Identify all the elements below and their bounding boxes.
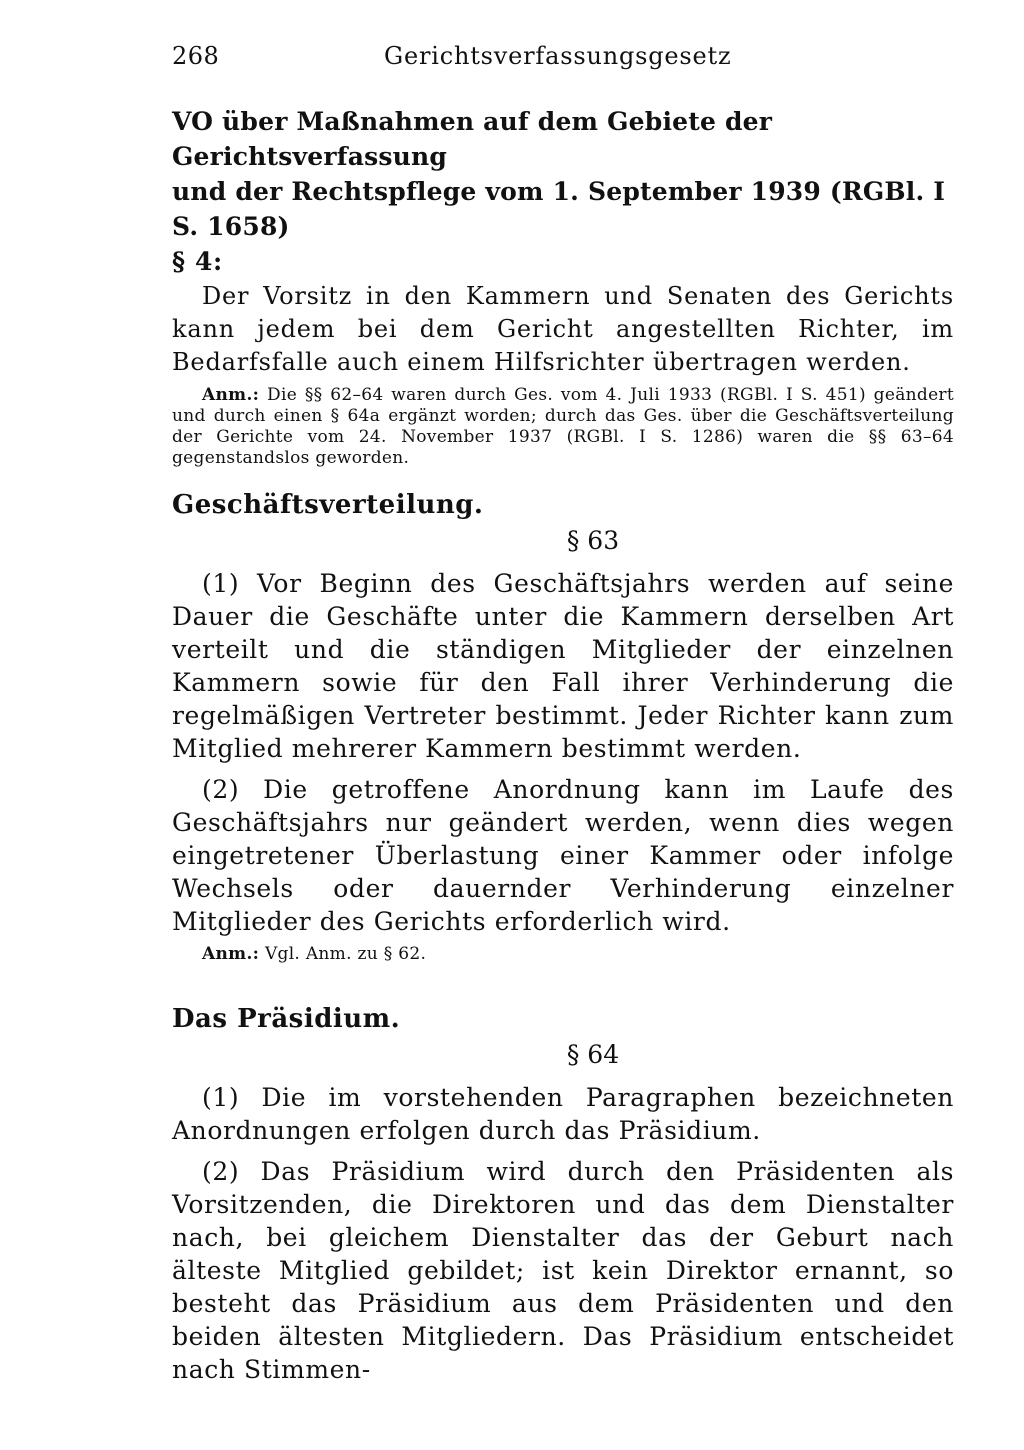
section-63-note [172,944,954,965]
note-text: Vgl. Anm. zu § 62. [259,944,427,964]
section-64-paragraph-2: (2) Das Präsidium wird durch den Präsidenten als Vorsitzenden, die Direktoren und das dem Dienstalter nach, bei gleichem Dienstalter das der Geburt nach älteste Mitglied gebildet; ist kein Direktor ernannt, so besteht das Präsidium aus dem Präsidenten und den beiden ältesten Mitgliedern. Das Präsidium entscheidet nach Stimmen- [172,1157,954,1384]
section-heading-geschaeftsverteilung: Geschäftsverteilung. [172,490,484,520]
section-64 [172,1001,954,1386]
paragraph-number-64: § 64 [566,1040,620,1069]
section-heading-praesidium: Das Präsidium. [172,1004,401,1034]
note-label: Anm.: [202,944,260,964]
vo-block [172,104,954,469]
running-title: Gerichtsverfassungsgesetz [384,42,732,70]
vo-text: Der Vorsitz in den Kammern und Senaten des Gerichts kann jedem bei dem Gericht angestellten Richter, im Bedarfsfalle auch einem Hilfsrichter übertragen werden. [172,282,954,376]
note-text: Die §§ 62–64 waren durch Ges. vom 4. Juli 1933 (RGBl. I S. 451) geändert und durch einen § 64a ergänzt worden; durch das Ges. über die Geschäftsverteilung der Gerichte vom 24. November 1937 (RGBl. I S. 1286) waren die §§ 63–64 gegenstandslos geworden. [172,385,954,468]
vo-title-line-2: und der Rechtspflege vom 1. September 1939 (RGBl. I S. 1658) [172,177,946,241]
book-page [172,40,954,1386]
note-label: Anm.: [202,385,260,405]
vo-paragraph-number: § 4: [172,247,223,276]
section-63-paragraph-1: (1) Vor Beginn des Geschäftsjahrs werden auf seine Dauer die Geschäfte unter die Kammern derselben Art verteilt und die ständigen Mitglieder der einzelnen Kammern sowie für den Fall ihrer Verhinderung die regelmäßigen Vertreter bestimmt. Jeder Richter kann zum Mitglied mehrerer Kammern bestimmt werden. [172,569,954,763]
paragraph-number-63: § 63 [566,526,620,555]
vo-title-line-1: VO über Maßnahmen auf dem Gebiete der Gerichtsverfassung [172,107,773,171]
page-number: 268 [172,42,220,70]
vo-note [172,385,954,469]
section-64-paragraph-1: (1) Die im vorstehenden Paragraphen bezeichneten Anordnungen erfolgen durch das Präsidium. [172,1083,954,1145]
section-63 [172,487,954,965]
page-header [172,40,954,80]
section-63-paragraph-2: (2) Die getroffene Anordnung kann im Laufe des Geschäftsjahrs nur geändert werden, wenn dies wegen eingetretener Überlastung einer Kammer oder infolge Wechsels oder dauernder Verhinderung einzelner Mitglieder des Gerichts erforderlich wird. [172,775,954,936]
